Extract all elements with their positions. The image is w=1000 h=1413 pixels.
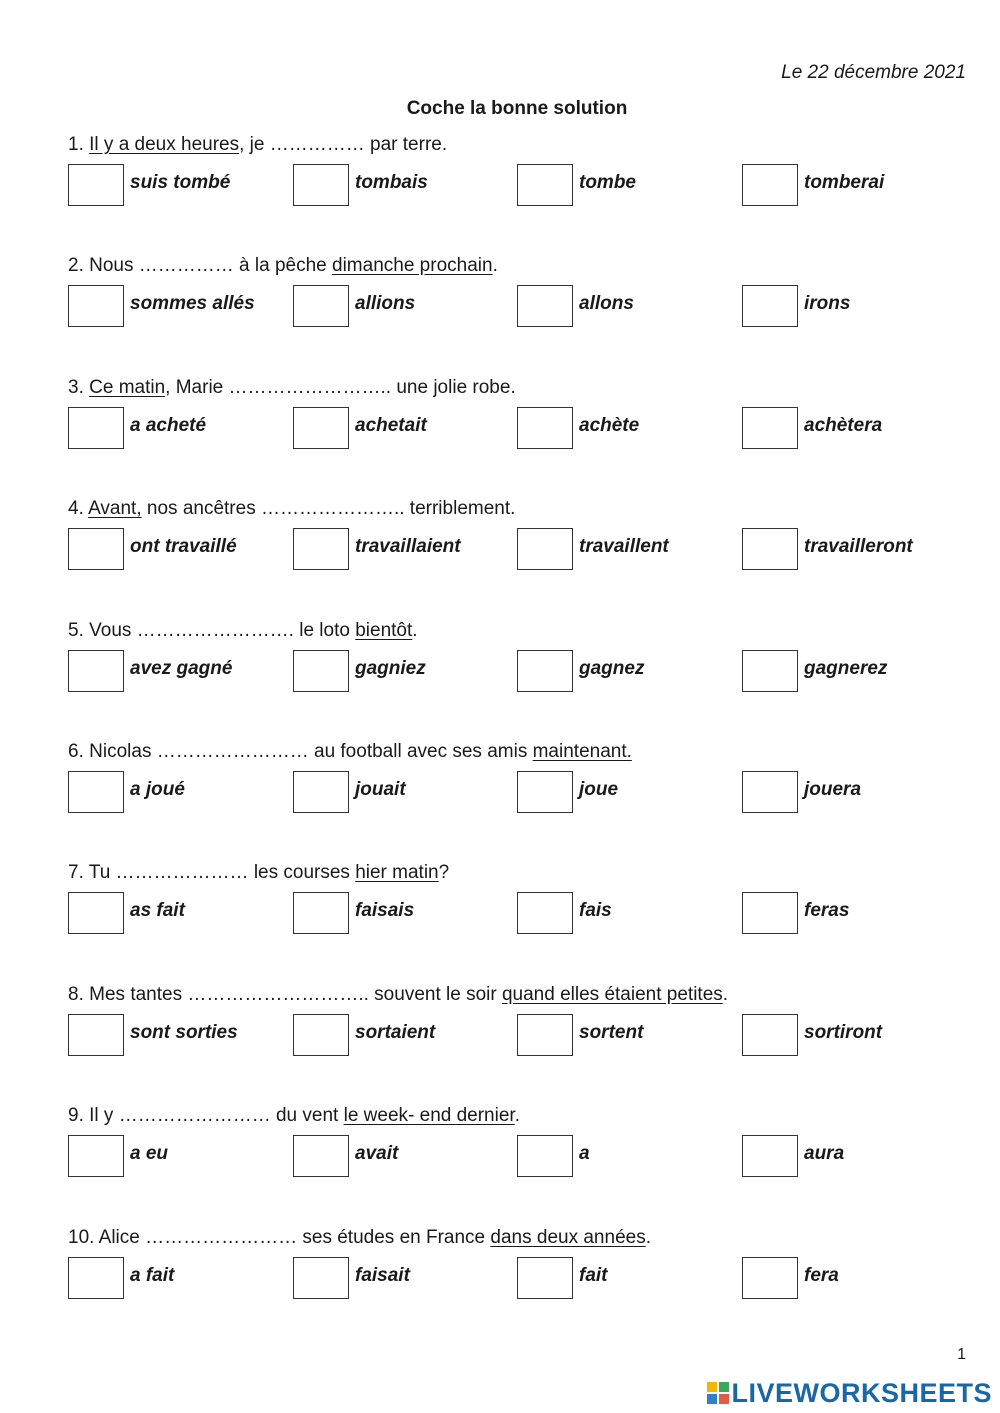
question-6 [68,740,968,850]
answer-checkbox[interactable] [68,528,124,570]
question-prompt [68,1104,968,1128]
question-prompt [68,983,968,1007]
question-prompt [68,619,968,643]
answer-label: irons [804,293,851,315]
answer-checkbox[interactable] [742,285,798,327]
answer-label: achètera [804,414,883,436]
answer-checkbox[interactable] [742,1135,798,1177]
answer-checkbox[interactable] [293,892,349,934]
answer-label: tomberai [804,172,885,193]
answer-label: avez gagné [130,657,233,679]
question-9 [68,1104,968,1214]
question-8 [68,983,968,1093]
brand-footer [707,1378,992,1408]
question-prompt [68,254,968,278]
answer-label: achète [579,414,640,436]
prompt-text: Mes tantes ……………………….. souvent le soir [89,983,502,1005]
question-number: 1. [68,134,84,155]
answer-options [68,650,968,694]
answer-options [68,771,968,815]
question-prompt [68,376,968,400]
answer-label: a fait [130,1264,175,1286]
answer-checkbox[interactable] [68,164,124,206]
answer-checkbox[interactable] [68,407,124,449]
answer-checkbox[interactable] [293,407,349,449]
answer-options [68,528,968,572]
answer-label: fera [804,1264,839,1286]
time-marker: hier matin [355,862,439,884]
answer-checkbox[interactable] [742,1257,798,1299]
page-number: 1 [957,1346,966,1363]
brand-name: LIVEWORKSHEETS [731,1377,992,1408]
answer-label: a [579,1143,590,1165]
prompt-text: . [412,619,418,641]
answer-options [68,1135,968,1179]
answer-label: allions [355,293,416,315]
time-marker: Il y a deux heures [89,134,240,155]
question-number: 5. [68,619,84,641]
answer-options [68,892,968,936]
answer-checkbox[interactable] [293,528,349,570]
answer-label: fait [579,1264,608,1286]
answer-checkbox[interactable] [293,650,349,692]
answer-label: travaillent [579,536,669,558]
answer-checkbox[interactable] [68,1257,124,1299]
question-3 [68,376,968,486]
prompt-text: Nicolas …………………… au football avec ses amis [89,741,533,762]
answer-checkbox[interactable] [293,1257,349,1299]
question-number: 9. [68,1105,84,1127]
answer-checkbox[interactable] [742,1014,798,1056]
answer-checkbox[interactable] [293,164,349,206]
answer-checkbox[interactable] [293,771,349,813]
answer-checkbox[interactable] [742,164,798,206]
answer-checkbox[interactable] [68,892,124,934]
answer-label: sortaient [355,1021,436,1043]
answer-checkbox[interactable] [293,1014,349,1056]
answer-label: achetait [355,414,427,436]
question-number: 4. [68,498,84,520]
worksheet-title: Coche la bonne solution [406,98,628,119]
answer-options [68,1257,968,1301]
prompt-text: Nous …………… à la pêche [89,255,333,277]
answer-options [68,285,968,329]
question-prompt [68,740,968,764]
liveworksheets-logo-icon [707,1382,729,1404]
answer-checkbox[interactable] [517,164,573,206]
answer-label: a acheté [130,414,207,436]
prompt-text: nos ancêtres ………………….. terriblement. [141,498,516,520]
answer-checkbox[interactable] [517,407,573,449]
answer-checkbox[interactable] [742,407,798,449]
answer-checkbox[interactable] [517,285,573,327]
answer-label: faisait [355,1264,410,1286]
answer-label: gagniez [355,657,426,679]
question-10 [68,1226,968,1336]
answer-checkbox[interactable] [517,650,573,692]
answer-checkbox[interactable] [293,285,349,327]
question-number: 3. [68,376,84,398]
time-marker: dans deux années [490,1226,646,1248]
answer-checkbox[interactable] [517,771,573,813]
answer-checkbox[interactable] [68,285,124,327]
answer-label: allons [579,293,634,315]
question-number: 2. [68,255,84,277]
answer-label: sont sorties [130,1021,238,1043]
answer-label: ont travaillé [130,536,237,558]
answer-checkbox[interactable] [68,1135,124,1177]
answer-checkbox[interactable] [68,771,124,813]
answer-label: avait [355,1143,399,1165]
question-number: 7. [68,862,84,884]
time-marker: Ce matin [89,376,166,398]
question-number: 10. [68,1226,95,1248]
answer-label: tombais [355,172,428,193]
answer-checkbox[interactable] [742,771,798,813]
answer-options [68,1014,968,1058]
answer-label: fais [579,900,612,922]
answer-label: aura [804,1143,845,1165]
question-prompt [68,1226,968,1250]
time-marker: quand elles étaient petites [501,983,723,1005]
question-prompt [68,133,968,157]
answer-label: jouera [804,779,862,800]
answer-label: faisais [355,900,415,922]
answer-checkbox[interactable] [517,1135,573,1177]
answer-checkbox[interactable] [517,892,573,934]
answer-label: jouait [355,779,406,800]
answer-options [68,164,968,208]
answer-label: sortent [579,1021,644,1043]
prompt-text: . [514,1105,520,1127]
time-marker: dimanche prochain [332,255,493,277]
prompt-text: Alice …………………… ses études en France [98,1226,491,1248]
answer-options [68,407,968,451]
prompt-text: Vous ……………………. le loto [89,619,356,641]
question-2 [68,254,968,364]
question-prompt [68,861,968,885]
question-number: 6. [68,741,84,762]
question-4 [68,497,968,607]
answer-checkbox[interactable] [293,1135,349,1177]
prompt-text: Tu ………………… les courses [88,862,356,884]
question-7 [68,861,968,971]
prompt-text: , je …………… par terre. [239,134,448,155]
question-5 [68,619,968,729]
answer-checkbox[interactable] [68,650,124,692]
prompt-text: , Marie …………………….. une jolie robe. [165,376,516,398]
answer-checkbox[interactable] [517,1014,573,1056]
prompt-text: . [645,1226,651,1248]
prompt-text: . [492,255,498,277]
answer-checkbox[interactable] [742,892,798,934]
answer-label: joue [579,779,619,800]
answer-checkbox[interactable] [742,650,798,692]
answer-label: gagnez [579,657,645,679]
answer-label: sortiront [804,1021,883,1043]
answer-label: travailleront [804,536,913,558]
answer-label: a joué [130,779,185,800]
prompt-text: Il y …………………… du vent [89,1105,344,1127]
prompt-text: ? [438,862,450,884]
answer-checkbox[interactable] [517,1257,573,1299]
answer-label: gagnerez [804,657,888,679]
answer-checkbox[interactable] [742,528,798,570]
time-marker: Avant, [88,498,142,520]
time-marker: maintenant. [532,741,632,762]
time-marker: le week- end dernier [343,1105,515,1127]
answer-label: tombe [579,172,636,193]
answer-checkbox[interactable] [517,528,573,570]
answer-label: feras [804,900,850,922]
answer-label: travaillaient [355,536,461,558]
answer-label: a eu [130,1143,169,1165]
answer-checkbox[interactable] [68,1014,124,1056]
answer-label: sommes allés [130,293,255,315]
question-1 [68,133,968,243]
question-prompt [68,497,968,521]
answer-label: as fait [130,900,185,922]
question-number: 8. [68,983,84,1005]
answer-label: suis tombé [130,172,231,193]
time-marker: bientôt [355,619,413,641]
date: Le 22 décembre 2021 [781,62,966,83]
prompt-text: . [722,983,729,1005]
